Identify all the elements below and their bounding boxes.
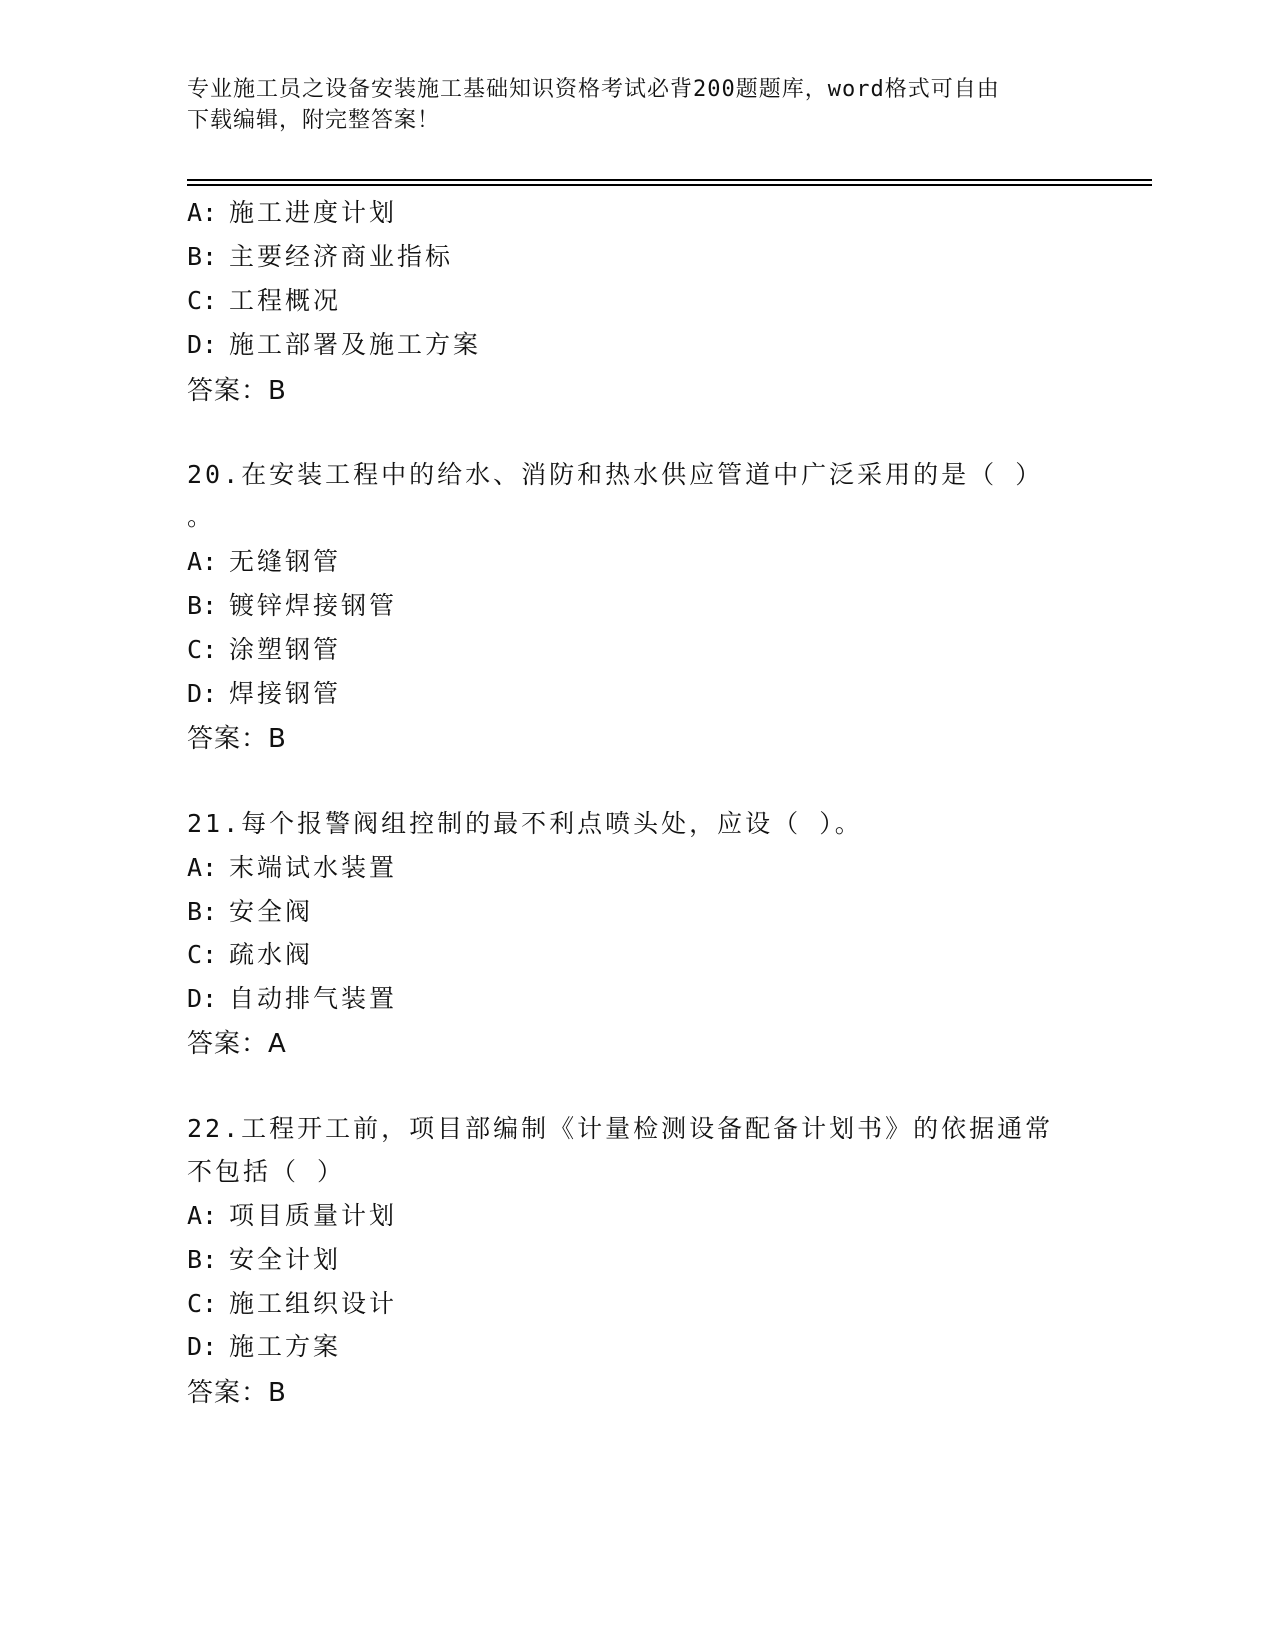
- option-text: 涂塑钢管: [229, 635, 342, 664]
- option-text: 施工方案: [229, 1332, 342, 1361]
- option-letter: D:: [187, 1332, 218, 1361]
- q21-answer: 答案：A: [187, 1029, 287, 1059]
- q22-option-c: [187, 1284, 397, 1320]
- option-text: 施工组织设计: [229, 1289, 398, 1318]
- option-letter: B:: [187, 1245, 218, 1274]
- option-text: 镀锌焊接钢管: [229, 591, 398, 620]
- option-letter: D:: [187, 679, 218, 708]
- q20-stem-line-1: 20.在安装工程中的给水、消防和热水供应管道中广泛采用的是（ ）: [187, 460, 1044, 489]
- q22-stem-line-2: 不包括（ ）: [187, 1157, 346, 1186]
- option-text: 安全计划: [229, 1245, 342, 1274]
- option-text: 无缝钢管: [229, 547, 342, 576]
- document-header: [187, 74, 1067, 136]
- option-letter: A:: [187, 1201, 218, 1230]
- option-text: 末端试水装置: [229, 853, 398, 882]
- option-letter: C:: [187, 940, 218, 969]
- q20-answer: 答案：B: [187, 724, 287, 754]
- header-line-2: 下载编辑，附完整答案！: [187, 108, 441, 133]
- header-divider-bottom: [187, 184, 1152, 186]
- option-text: 工程概况: [229, 286, 342, 315]
- option-text: 主要经济商业指标: [229, 242, 454, 271]
- option-text: 施工部署及施工方案: [229, 330, 482, 359]
- q20-option-d: [187, 674, 341, 710]
- option-letter: D:: [187, 984, 218, 1013]
- option-letter: D:: [187, 330, 218, 359]
- header-divider-top: [187, 179, 1152, 181]
- option-text: 疏水阀: [229, 940, 314, 969]
- q22-option-a: [187, 1196, 397, 1232]
- option-letter: C:: [187, 286, 218, 315]
- option-text: 安全阀: [229, 897, 314, 926]
- option-letter: A:: [187, 198, 218, 227]
- option-letter: B:: [187, 897, 218, 926]
- option-text: 焊接钢管: [229, 679, 342, 708]
- q22-answer: 答案：B: [187, 1378, 287, 1408]
- q22-option-b: [187, 1240, 341, 1276]
- option-letter: B:: [187, 242, 218, 271]
- q19-option-a: [187, 193, 397, 229]
- option-letter: C:: [187, 635, 218, 664]
- q21-stem-line-1: 21.每个报警阀组控制的最不利点喷头处，应设（ ）。: [187, 809, 863, 838]
- q19-option-b: [187, 237, 453, 273]
- q21-option-c: [187, 935, 313, 971]
- q19-answer: 答案：B: [187, 376, 287, 406]
- option-text: 项目质量计划: [229, 1201, 398, 1230]
- q22-stem-line-1: 22.工程开工前，项目部编制《计量检测设备配备计划书》的依据通常: [187, 1114, 1054, 1143]
- q20-option-a: [187, 542, 341, 578]
- option-letter: A:: [187, 853, 218, 882]
- option-text: 施工进度计划: [229, 198, 398, 227]
- option-letter: B:: [187, 591, 218, 620]
- q19-option-c: [187, 281, 341, 317]
- option-letter: A:: [187, 547, 218, 576]
- q21-option-a: [187, 848, 397, 884]
- q20-option-b: [187, 586, 397, 622]
- q20-stem-line-2: 。: [187, 502, 216, 531]
- option-letter: C:: [187, 1289, 218, 1318]
- q20-option-c: [187, 630, 341, 666]
- option-text: 自动排气装置: [229, 984, 398, 1013]
- q19-option-d: [187, 325, 481, 361]
- header-line-1: 专业施工员之设备安装施工基础知识资格考试必背200题题库，word格式可自由: [187, 77, 1000, 102]
- q22-option-d: [187, 1327, 341, 1363]
- q21-option-d: [187, 979, 397, 1015]
- q21-option-b: [187, 892, 313, 928]
